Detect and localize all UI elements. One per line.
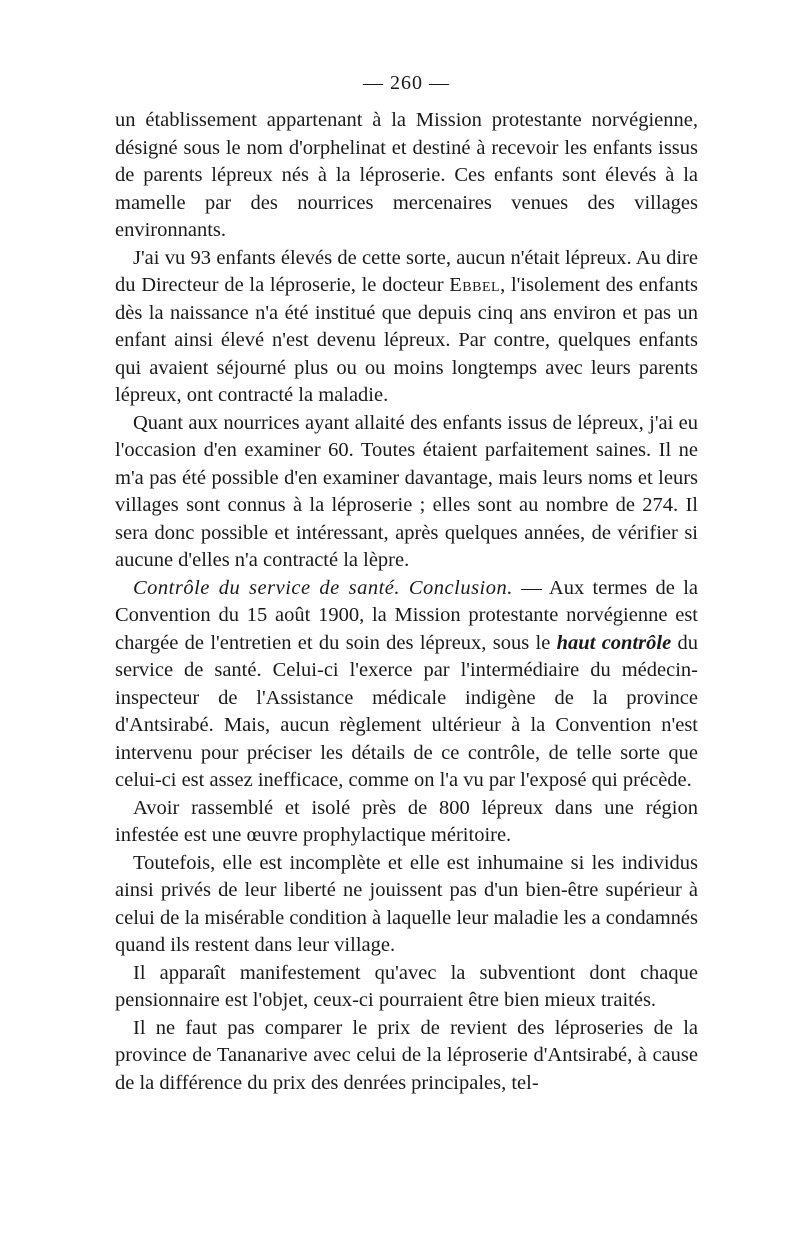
doctor-name: Ebbel bbox=[449, 274, 501, 296]
paragraph-2-text-end: , l'isolement des enfants dès la naissance n'a été institué que depuis cinq ans environ et pas un enfant ainsi élevé n'est devenu lépreux. Par contre, quelques enfants qui avaient séjourné plus ou ou moins longtemps avec leurs parents lépreux, ont contracté la maladie. bbox=[115, 274, 698, 406]
paragraph-4-text-end: du service de santé. Celui-ci l'exerce par l'intermédiaire du médecin-inspecteur de l'Assistance médicale indigène de la province d'Antsirabé. Mais, aucun règlement ultérieur à la Convention n'est intervenu pour préciser les détails de ce contrôle, de telle sorte que celui-ci est assez inefficace, comme on l'a vu par l'exposé qui précède. bbox=[115, 631, 699, 791]
paragraph-1: un établissement appartenant à la Mission protestante norvégienne, désigné sous le nom d'orphelinat et destiné à recevoir les enfants issus de parents lépreux nés à la léproserie. Ces enfants sont élevés à la mamelle par des nourrices mercenaires venues des villages environnants. bbox=[115, 109, 698, 241]
emphasized-phrase: haut contrôle bbox=[556, 631, 672, 654]
paragraph-8: Il ne faut pas comparer le prix de revient des léproseries de la province de Tananarive avec celui de la léproserie d'Antsirabé, à cause de la différence du prix des denrées principales, tel- bbox=[115, 1016, 698, 1094]
page-number: — 260 — bbox=[363, 72, 450, 94]
document-page bbox=[115, 70, 698, 1097]
paragraph-2 bbox=[115, 245, 698, 410]
section-heading: Contrôle du service de santé. Conclusion. bbox=[133, 576, 513, 599]
paragraph-3: Quant aux nourrices ayant allaité des enfants issus de lépreux, j'ai eu l'occasion d'en examiner 60. Toutes étaient parfaitement saines. Il ne m'a pas été possible d'en examiner davantage, mais leurs noms et leurs villages sont connus à la léproserie ; elles sont au nombre de 274. Il sera donc possible et intéressant, après quelques années, de vérifier si aucune d'elles n'a contracté la lèpre. bbox=[115, 411, 698, 571]
paragraph-4 bbox=[115, 575, 698, 795]
paragraph-2-text-start: J'ai vu 93 enfants élevés de cette sorte, aucun n'était lépreux. Au dire du Directeur de la léproserie, le docteur bbox=[115, 246, 698, 296]
paragraph-7: Il apparaît manifestement qu'avec la subventiont dont chaque pensionnaire est l'objet, ceux-ci pourraient être bien mieux traités. bbox=[115, 961, 698, 1011]
paragraph-5: Avoir rassemblé et isolé près de 800 lépreux dans une région infestée est une œuvre prophylactique méritoire. bbox=[115, 796, 698, 846]
paragraph-4-text-start: — Aux termes de la Convention du 15 août 1900, la Mission protestante norvégienne est chargée de l'entretien et du soin des lépreux, sous le bbox=[115, 576, 698, 654]
paragraph-6: Toutefois, elle est incomplète et elle est inhumaine si les individus ainsi privés de leur liberté ne jouissent pas d'un bien-être supérieur à celui de la misérable condition à laquelle leur maladie les a condamnés quand ils restent dans leur village. bbox=[115, 851, 698, 956]
